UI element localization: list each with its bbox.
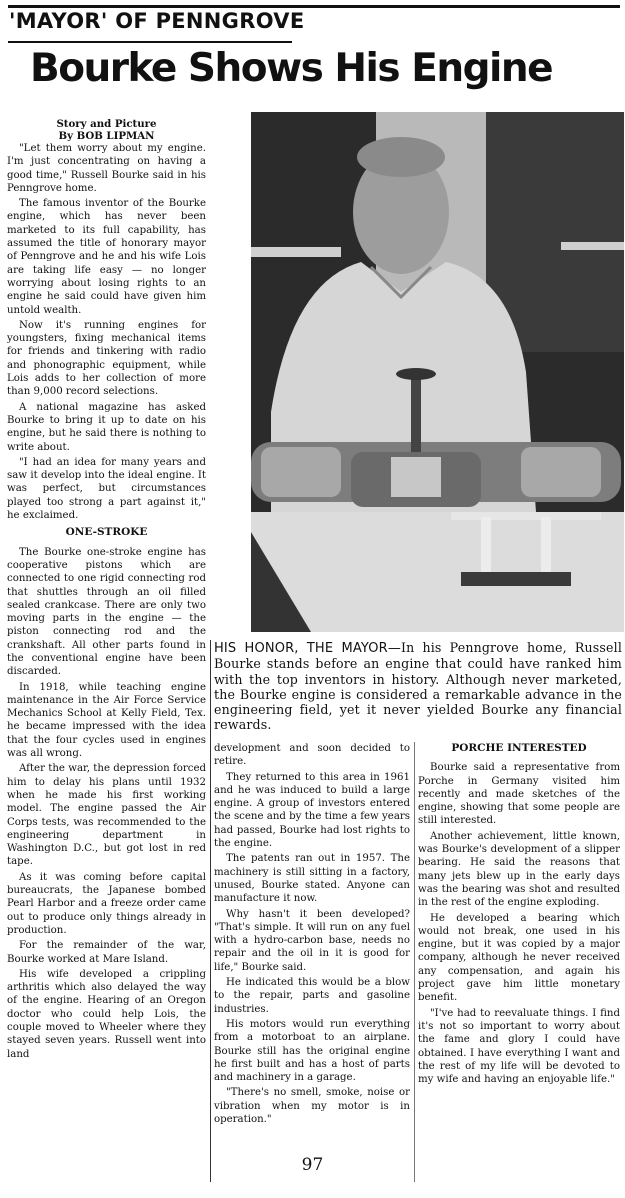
- paragraph: His motors would run everything from a motorboat to an airplane. Bourke still has the original engine he first built and has a host of parts and machinery in a garage.: [214, 1018, 410, 1084]
- subhead-one-stroke: ONE-STROKE: [65, 526, 148, 539]
- paragraph: In 1918, while teaching engine maintenance in the Air Force Service Mechanics School at Kelly Field, Tex. he became impressed with the idea that the four cycles used in engines was all wrong.: [7, 681, 206, 760]
- paragraph: They returned to this area in 1961 and he was induced to build a large engine. A group of investors entered the scene and by the time a few years had passed, Bourke had lost rights to the engine.: [214, 771, 410, 850]
- photo-caption: [214, 640, 622, 733]
- photo-bourke-with-engine: [251, 112, 624, 632]
- byline-credit: Story and Picture: [56, 118, 157, 130]
- paragraph: The Bourke one-stroke engine has cooperative pistons which are connected to one rigid connecting rod that shuttles through an oil filled sealed crankcase. There are only two moving parts in the engine — the piston connecting rod and the crankshaft. All other parts found in the conventional engine have been discarded.: [7, 546, 206, 678]
- paragraph: He indicated this would be a blow to the repair, parts and gasoline industries.: [214, 977, 410, 1015]
- paragraph: "Let them worry about my engine. I'm just concentrating on having a good time," Russell Bourke said in his Penngrove home.: [7, 143, 206, 194]
- paragraph: "I had an idea for many years and saw it develop into the ideal engine. It was perfect, but circumstances played too strong a part against it," he exclaimed.: [7, 456, 206, 522]
- column-divider: [210, 742, 211, 1182]
- paragraph: The patents ran out in 1957. The machinery is still sitting in a factory, unused, Bourke stated. Anyone can manufacture it now.: [214, 853, 410, 905]
- headline: Bourke Shows His Engine: [30, 46, 553, 91]
- column-3: [418, 742, 620, 1086]
- paragraph: "I've had to reevaluate things. I find it's not so important to worry about the fame and glory I could have obtained. I have everything I want and the rest of my life will be devoted to my wife and having an enjoyable life.": [418, 1007, 620, 1086]
- paragraph: The famous inventor of the Bourke engine, which has never been marketed to its full capability, has assumed the title of honorary mayor of Penngrove and he and his wife Lois are taking life easy — no longer worrying about losing rights to an engine he said could have given him untold wealth.: [7, 198, 206, 316]
- page-number: 97: [301, 1155, 324, 1175]
- paragraph: For the remainder of the war, Bourke worked at Mare Island.: [7, 940, 206, 965]
- paragraph: A national magazine has asked Bourke to bring it up to date on his engine, but he said there is nothing to write about.: [7, 401, 206, 453]
- top-rule: [8, 5, 620, 8]
- paragraph: As it was coming before capital bureaucrats, the Japanese bombed Pearl Harbor and a freeze order came out to produce only things already in production.: [7, 871, 206, 936]
- column-1: [7, 118, 206, 1061]
- paragraph: Another achievement, little known, was Bourke's development of a slipper bearing. He said the reasons that many jets blew up in the early days was the bearing was shot and resulted in the rest of the engine exploding.: [418, 830, 620, 909]
- paragraph: Now it's running engines for youngsters, fixing mechanical items for friends and tinkering with radio and phonographic equipment, while Lois adds to her collection of more than 9,000 record selections.: [7, 319, 206, 398]
- kicker-underline: [8, 41, 292, 43]
- photo-illustration: [251, 112, 624, 632]
- paragraph: Why hasn't it been developed? "That's simple. It will run on any fuel with a hydro-carbon base, needs no repair and the oil in it is good for life," Bourke said.: [214, 908, 410, 973]
- column-divider: [210, 640, 211, 742]
- caption-lead: HIS HONOR, THE MAYOR—: [214, 641, 401, 656]
- kicker: 'MAYOR' OF PENNGROVE: [9, 9, 305, 33]
- paragraph: After the war, the depression forced him to delay his plans until 1932 when he made his first working model. The engine passed the Air Corps tests, was recommended to the engineering department in Washington D.C., but got lost in red tape.: [7, 763, 206, 868]
- paragraph: His wife developed a crippling arthritis which also delayed the way of the engine. Hearing of an Oregon doctor who could help Lois, the couple moved to Wheeler where they stayed seven years. Russell went into land: [7, 968, 206, 1060]
- paragraph: Bourke said a representative from Porche in Germany visited him recently and made sketches of the engine, showing that some people are still interested.: [418, 762, 620, 827]
- column-divider: [414, 742, 415, 1182]
- subhead-porche-interested: PORCHE INTERESTED: [451, 742, 587, 754]
- caption-text: In his Penngrove home, Russell Bourke stands before an engine that could have ranked him with the top inventors in history. Although never marketed, the Bourke engine is considered a remarkable advance in the engineering field, yet it never yielded Bourke any financial rewards.: [214, 640, 622, 733]
- byline-author: By BOB LIPMAN: [58, 130, 155, 142]
- paragraph: He developed a bearing which would not break, one used in his engine, but it was copied by a major company, although he never received any compensation, and again his project gave him little monetary benefit.: [418, 912, 620, 1004]
- column-2: [214, 742, 410, 1126]
- paragraph: development and soon decided to retire.: [214, 743, 410, 768]
- paragraph: "There's no smell, smoke, noise or vibration when my motor is in operation.": [214, 1087, 410, 1126]
